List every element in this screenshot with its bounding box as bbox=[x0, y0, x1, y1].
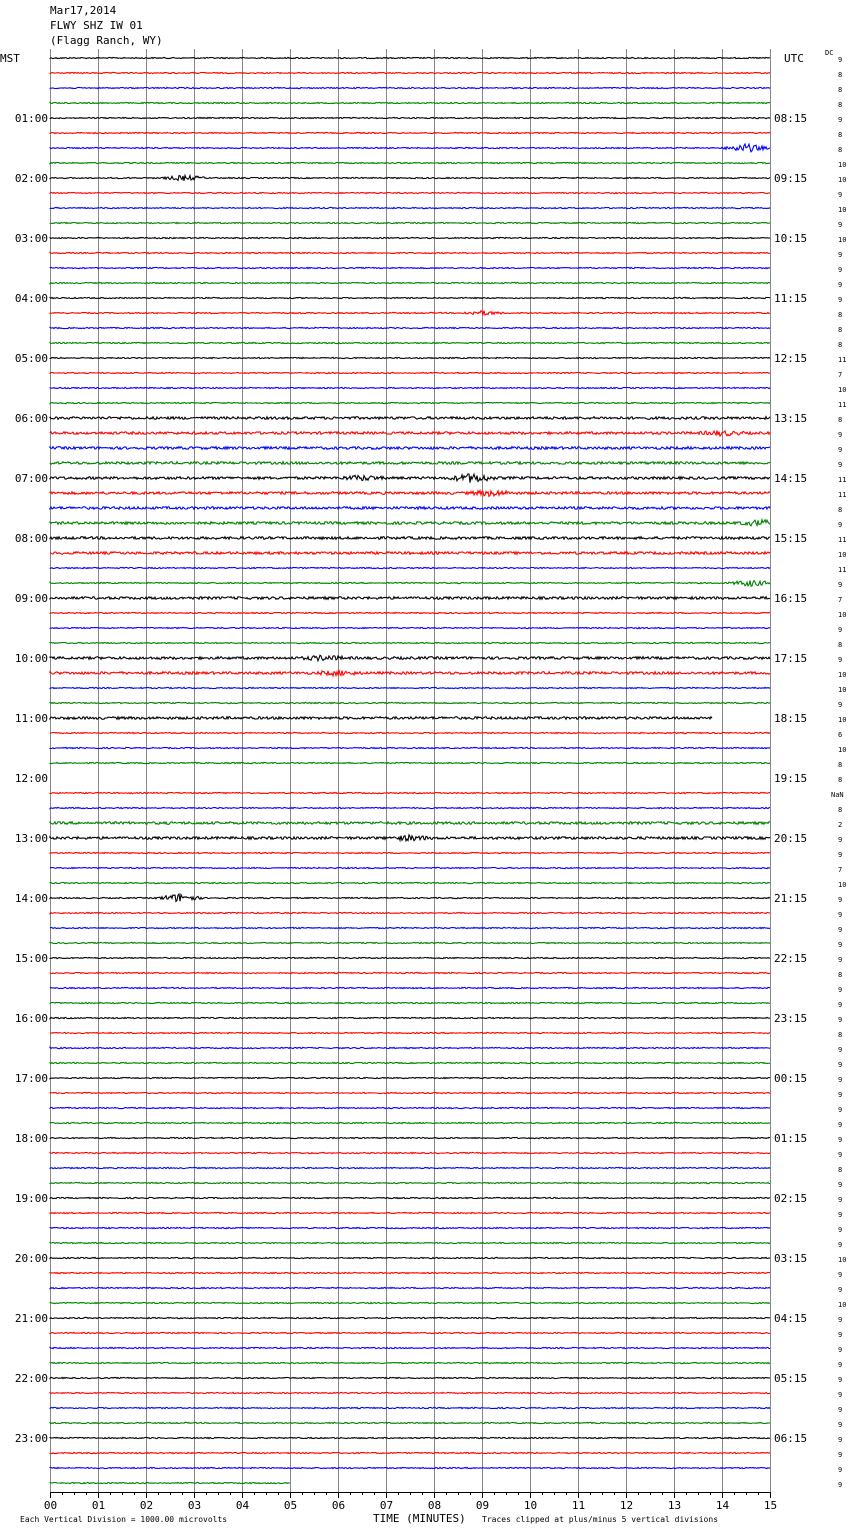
trace-line bbox=[50, 357, 770, 358]
trace-line bbox=[50, 252, 770, 253]
x-tick-label: 11 bbox=[571, 1499, 586, 1512]
trace-line bbox=[50, 447, 770, 450]
dc-offset-label: 6 bbox=[838, 731, 843, 739]
trace-line bbox=[50, 372, 770, 373]
trace-line bbox=[50, 1047, 770, 1048]
x-tick-label: 00 bbox=[43, 1499, 58, 1512]
dc-offset-label: 9 bbox=[838, 956, 843, 964]
dc-offset-label: 8 bbox=[838, 776, 843, 784]
trace-line bbox=[50, 1242, 770, 1243]
dc-offset-label: 9 bbox=[838, 1121, 843, 1129]
trace-line bbox=[50, 520, 770, 526]
left-hour-label: 05:00 bbox=[14, 352, 48, 365]
dc-offset-label: 9 bbox=[838, 581, 843, 589]
dc-offset-label: 11 bbox=[838, 476, 847, 484]
trace-line bbox=[50, 1317, 770, 1318]
left-hour-label: 03:00 bbox=[14, 232, 48, 245]
dc-offset-label: 8 bbox=[838, 341, 843, 349]
trace-line bbox=[50, 162, 770, 163]
x-tick-label: 02 bbox=[139, 1499, 154, 1512]
left-hour-label: 10:00 bbox=[14, 652, 48, 665]
trace-line bbox=[50, 1182, 770, 1183]
dc-offset-label: 10 bbox=[838, 206, 847, 214]
right-hour-label: 12:15 bbox=[774, 352, 808, 365]
dc-offset-label: 7 bbox=[838, 371, 843, 379]
dc-offset-label: 9 bbox=[838, 461, 843, 469]
left-hour-label: 06:00 bbox=[14, 412, 48, 425]
trace-line bbox=[50, 1452, 770, 1453]
trace-line bbox=[50, 132, 770, 133]
trace-line bbox=[50, 1107, 770, 1108]
trace-line bbox=[50, 311, 770, 315]
trace-line bbox=[50, 237, 770, 238]
trace-line bbox=[50, 1152, 770, 1153]
dc-offset-label: 9 bbox=[838, 1376, 843, 1384]
dc-offset-label: 10 bbox=[838, 1256, 847, 1264]
dc-offset-label: 9 bbox=[838, 986, 843, 994]
left-hour-label: 19:00 bbox=[14, 1192, 48, 1205]
x-tick-label: 05 bbox=[283, 1499, 298, 1512]
trace-line bbox=[50, 642, 770, 643]
trace-line bbox=[50, 1287, 770, 1288]
dc-offset-label: 9 bbox=[838, 1331, 843, 1339]
left-hour-label: 12:00 bbox=[14, 772, 48, 785]
dc-offset-label: 9 bbox=[838, 521, 843, 529]
x-tick-label: 07 bbox=[379, 1499, 394, 1512]
dc-offset-label: 11 bbox=[838, 566, 847, 574]
dc-offset-label: 9 bbox=[838, 941, 843, 949]
right-hour-label: 04:15 bbox=[774, 1312, 808, 1325]
dc-offset-label: 9 bbox=[838, 1211, 843, 1219]
dc-offset-label: 8 bbox=[838, 1031, 843, 1039]
trace-line bbox=[50, 1032, 770, 1033]
left-hour-label: 14:00 bbox=[14, 892, 48, 905]
left-hour-label: 21:00 bbox=[14, 1312, 48, 1325]
left-hour-label: 18:00 bbox=[14, 1132, 48, 1145]
trace-line bbox=[50, 1362, 770, 1363]
trace-line bbox=[50, 655, 770, 661]
dc-offset-label: 8 bbox=[838, 326, 843, 334]
left-hour-label: 11:00 bbox=[14, 712, 48, 725]
dc-offset-label: 9 bbox=[838, 1226, 843, 1234]
right-hour-label: 23:15 bbox=[774, 1012, 808, 1025]
dc-offset-label: 8 bbox=[838, 131, 843, 139]
trace-line bbox=[50, 1347, 770, 1348]
x-tick-label: 13 bbox=[667, 1499, 682, 1512]
dc-offset-label: 10 bbox=[838, 176, 847, 184]
header-station: FLWY SHZ IW 01 bbox=[50, 19, 143, 32]
dc-offset-label: 9 bbox=[838, 1286, 843, 1294]
x-tick-label: 04 bbox=[235, 1499, 250, 1512]
trace-line bbox=[50, 1467, 770, 1468]
trace-line bbox=[50, 807, 770, 808]
right-hour-label: 09:15 bbox=[774, 172, 808, 185]
trace-line bbox=[50, 192, 770, 193]
dc-offset-label: 10 bbox=[838, 161, 847, 169]
dc-offset-label: 9 bbox=[838, 1241, 843, 1249]
x-tick-label: 10 bbox=[523, 1499, 538, 1512]
x-tick-label: 01 bbox=[91, 1499, 106, 1512]
trace-line bbox=[50, 57, 770, 58]
trace-line bbox=[50, 1002, 770, 1003]
dc-offset-label: 8 bbox=[838, 806, 843, 814]
trace-line bbox=[50, 894, 770, 901]
left-hour-label: 13:00 bbox=[14, 832, 48, 845]
right-hour-label: 08:15 bbox=[774, 112, 808, 125]
trace-line bbox=[50, 402, 770, 403]
trace-line bbox=[50, 267, 770, 268]
trace-line bbox=[50, 912, 770, 913]
right-hour-label: 00:15 bbox=[774, 1072, 808, 1085]
trace-line bbox=[50, 1272, 770, 1273]
dc-offset-label: 10 bbox=[838, 881, 847, 889]
trace-line bbox=[50, 852, 770, 853]
left-hour-label: 09:00 bbox=[14, 592, 48, 605]
trace-line bbox=[50, 762, 770, 763]
dc-offset-label: 9 bbox=[838, 1436, 843, 1444]
trace-line bbox=[50, 491, 770, 497]
trace-line bbox=[50, 1332, 770, 1333]
trace-line bbox=[50, 1212, 770, 1213]
left-hour-label: 17:00 bbox=[14, 1072, 48, 1085]
left-hour-label: 08:00 bbox=[14, 532, 48, 545]
trace-line bbox=[50, 792, 770, 793]
right-hour-label: 19:15 bbox=[774, 772, 808, 785]
trace-line bbox=[50, 1137, 770, 1138]
trace-line bbox=[50, 72, 770, 73]
left-hour-label: 16:00 bbox=[14, 1012, 48, 1025]
right-hour-label: 21:15 bbox=[774, 892, 808, 905]
left-hour-label: 15:00 bbox=[14, 952, 48, 965]
x-tick-label: 03 bbox=[187, 1499, 202, 1512]
trace-line bbox=[50, 1122, 770, 1123]
scale-note: Each Vertical Division = 1000.00 microvolts bbox=[20, 1515, 228, 1524]
dc-offset-label: 9 bbox=[838, 1106, 843, 1114]
dc-offset-label: 9 bbox=[838, 191, 843, 199]
dc-offset-label: 8 bbox=[838, 971, 843, 979]
trace-line bbox=[50, 474, 770, 483]
dc-offset-label: 9 bbox=[838, 1391, 843, 1399]
dc-offset-label: 9 bbox=[838, 431, 843, 439]
trace-line bbox=[50, 597, 770, 600]
dc-offset-label: 9 bbox=[838, 896, 843, 904]
dc-offset-label: 9 bbox=[838, 1361, 843, 1369]
left-hour-label: 02:00 bbox=[14, 172, 48, 185]
trace-line bbox=[50, 1062, 770, 1063]
trace-line bbox=[50, 1257, 770, 1258]
x-tick-label: 08 bbox=[427, 1499, 442, 1512]
right-hour-label: 13:15 bbox=[774, 412, 808, 425]
dc-offset-label: 9 bbox=[838, 266, 843, 274]
dc-offset-label: 8 bbox=[838, 506, 843, 514]
trace-line bbox=[50, 507, 770, 510]
trace-line bbox=[50, 1197, 770, 1198]
left-hour-label: 23:00 bbox=[14, 1432, 48, 1445]
dc-offset-label: 9 bbox=[838, 1466, 843, 1474]
dc-offset-label: 9 bbox=[838, 1481, 843, 1489]
dc-offset-label: 10 bbox=[838, 551, 847, 559]
trace-line bbox=[50, 537, 770, 540]
dc-offset-label: 9 bbox=[838, 656, 843, 664]
trace-line bbox=[50, 552, 770, 555]
right-hour-label: 06:15 bbox=[774, 1432, 808, 1445]
right-hour-label: 05:15 bbox=[774, 1372, 808, 1385]
left-hour-label: 20:00 bbox=[14, 1252, 48, 1265]
dc-offset-label: 10 bbox=[838, 686, 847, 694]
dc-offset-label: 10 bbox=[838, 671, 847, 679]
right-hour-label: 10:15 bbox=[774, 232, 808, 245]
clip-note: Traces clipped at plus/minus 5 vertical divisions bbox=[482, 1515, 719, 1524]
x-tick-label: 06 bbox=[331, 1499, 346, 1512]
right-hour-label: 18:15 bbox=[774, 712, 808, 725]
trace-line bbox=[50, 670, 770, 676]
trace-line bbox=[50, 342, 770, 343]
dc-offset-label: 9 bbox=[838, 1271, 843, 1279]
dc-offset-label: 9 bbox=[838, 1061, 843, 1069]
dc-offset-label: 11 bbox=[838, 356, 847, 364]
dc-offset-label: 10 bbox=[838, 611, 847, 619]
dc-offset-label: 10 bbox=[838, 746, 847, 754]
dc-offset-label: 8 bbox=[838, 641, 843, 649]
dc-offset-label: 9 bbox=[838, 446, 843, 454]
dc-offset-label: 8 bbox=[838, 311, 843, 319]
trace-line bbox=[50, 717, 712, 720]
trace-line bbox=[50, 282, 770, 283]
dc-offset-label: 9 bbox=[838, 1316, 843, 1324]
dc-offset-label: 8 bbox=[838, 416, 843, 424]
trace-line bbox=[50, 1092, 770, 1093]
x-tick-label: 14 bbox=[715, 1499, 730, 1512]
trace-line bbox=[50, 687, 770, 688]
trace-line bbox=[50, 1302, 770, 1303]
right-hour-label: 01:15 bbox=[774, 1132, 808, 1145]
trace-line bbox=[50, 462, 770, 465]
trace-line bbox=[50, 835, 770, 841]
dc-offset-label: NaN bbox=[831, 791, 844, 799]
trace-line bbox=[50, 1377, 770, 1378]
trace-line bbox=[50, 1077, 770, 1078]
left-hour-label: 01:00 bbox=[14, 112, 48, 125]
trace-line bbox=[50, 102, 770, 103]
x-tick-label: 15 bbox=[763, 1499, 778, 1512]
trace-line bbox=[50, 176, 770, 181]
header-location: (Flagg Ranch, WY) bbox=[50, 34, 163, 47]
dc-offset-label: 10 bbox=[838, 386, 847, 394]
trace-line bbox=[50, 987, 770, 988]
dc-offset-label: 2 bbox=[838, 821, 843, 829]
dc-offset-label: 10 bbox=[838, 236, 847, 244]
trace-line bbox=[50, 117, 770, 118]
dc-offset-label: 9 bbox=[838, 116, 843, 124]
dc-offset-label: 8 bbox=[838, 86, 843, 94]
trace-line bbox=[50, 567, 770, 568]
dc-offset-label: 9 bbox=[838, 281, 843, 289]
dc-offset-label: 11 bbox=[838, 536, 847, 544]
trace-line bbox=[50, 431, 770, 437]
trace-line bbox=[50, 732, 770, 733]
trace-line bbox=[50, 417, 770, 420]
dc-offset-label: 9 bbox=[838, 1151, 843, 1159]
trace-line bbox=[50, 1227, 770, 1228]
dc-offset-label: 9 bbox=[838, 911, 843, 919]
dc-offset-label: 9 bbox=[838, 296, 843, 304]
trace-line bbox=[50, 581, 770, 587]
dc-offset-label: 10 bbox=[838, 1301, 847, 1309]
right-hour-label: 17:15 bbox=[774, 652, 808, 665]
dc-offset-label: 9 bbox=[838, 251, 843, 259]
right-hour-label: 03:15 bbox=[774, 1252, 808, 1265]
dc-offset-label: 9 bbox=[838, 1346, 843, 1354]
dc-offset-label: 9 bbox=[838, 1046, 843, 1054]
dc-offset-label: 10 bbox=[838, 716, 847, 724]
left-hour-label: 07:00 bbox=[14, 472, 48, 485]
right-hour-label: 02:15 bbox=[774, 1192, 808, 1205]
right-hour-label: 14:15 bbox=[774, 472, 808, 485]
dc-offset-label: 9 bbox=[838, 1406, 843, 1414]
trace-line bbox=[50, 144, 770, 152]
trace-line bbox=[50, 207, 770, 208]
dc-offset-label: 9 bbox=[838, 1181, 843, 1189]
right-hour-label: 11:15 bbox=[774, 292, 808, 305]
trace-line bbox=[50, 747, 770, 748]
dc-offset-label: 8 bbox=[838, 146, 843, 154]
trace-line bbox=[50, 1422, 770, 1423]
header-date: Mar17,2014 bbox=[50, 4, 117, 17]
dc-label: DC bbox=[825, 49, 834, 57]
dc-offset-label: 9 bbox=[838, 1196, 843, 1204]
trace-line bbox=[50, 1437, 770, 1438]
dc-offset-label: 9 bbox=[838, 56, 843, 64]
left-timezone-label: MST bbox=[0, 52, 20, 65]
right-hour-label: 20:15 bbox=[774, 832, 808, 845]
trace-line bbox=[50, 327, 770, 328]
trace-line bbox=[50, 1392, 770, 1393]
right-hour-label: 16:15 bbox=[774, 592, 808, 605]
trace-line bbox=[50, 822, 770, 825]
dc-offset-label: 11 bbox=[838, 401, 847, 409]
dc-offset-label: 9 bbox=[838, 221, 843, 229]
dc-offset-label: 8 bbox=[838, 101, 843, 109]
dc-offset-label: 7 bbox=[838, 596, 843, 604]
dc-offset-label: 9 bbox=[838, 851, 843, 859]
dc-offset-label: 9 bbox=[838, 1091, 843, 1099]
trace-line bbox=[50, 972, 770, 973]
trace-line bbox=[50, 87, 770, 88]
trace-line bbox=[50, 1482, 290, 1483]
dc-offset-label: 9 bbox=[838, 1016, 843, 1024]
trace-line bbox=[50, 1407, 770, 1408]
dc-offset-label: 8 bbox=[838, 761, 843, 769]
dc-offset-label: 9 bbox=[838, 836, 843, 844]
dc-offset-label: 8 bbox=[838, 1166, 843, 1174]
left-hour-label: 22:00 bbox=[14, 1372, 48, 1385]
trace-line bbox=[50, 957, 770, 958]
x-tick-label: 12 bbox=[619, 1499, 634, 1512]
right-hour-label: 22:15 bbox=[774, 952, 808, 965]
right-hour-label: 15:15 bbox=[774, 532, 808, 545]
trace-line bbox=[50, 387, 770, 388]
x-tick-label: 09 bbox=[475, 1499, 490, 1512]
trace-line bbox=[50, 927, 770, 928]
left-hour-label: 04:00 bbox=[14, 292, 48, 305]
dc-offset-label: 9 bbox=[838, 1001, 843, 1009]
trace-line bbox=[50, 612, 770, 613]
dc-offset-label: 9 bbox=[838, 1451, 843, 1459]
dc-offset-label: 9 bbox=[838, 626, 843, 634]
dc-offset-label: 9 bbox=[838, 701, 843, 709]
dc-offset-label: 11 bbox=[838, 491, 847, 499]
x-axis-title: TIME (MINUTES) bbox=[373, 1512, 466, 1525]
trace-line bbox=[50, 627, 770, 628]
trace-line bbox=[50, 942, 770, 943]
dc-offset-label: 9 bbox=[838, 1076, 843, 1084]
dc-offset-label: 7 bbox=[838, 866, 843, 874]
dc-offset-label: 9 bbox=[838, 1136, 843, 1144]
trace-line bbox=[50, 1017, 770, 1018]
right-timezone-label: UTC bbox=[784, 52, 804, 65]
trace-line bbox=[50, 297, 770, 298]
trace-line bbox=[50, 222, 770, 223]
dc-offset-label: 8 bbox=[838, 71, 843, 79]
trace-line bbox=[50, 1167, 770, 1168]
trace-line bbox=[50, 882, 770, 883]
trace-line bbox=[50, 867, 770, 868]
dc-offset-label: 9 bbox=[838, 926, 843, 934]
trace-line bbox=[50, 702, 770, 703]
dc-offset-label: 9 bbox=[838, 1421, 843, 1429]
